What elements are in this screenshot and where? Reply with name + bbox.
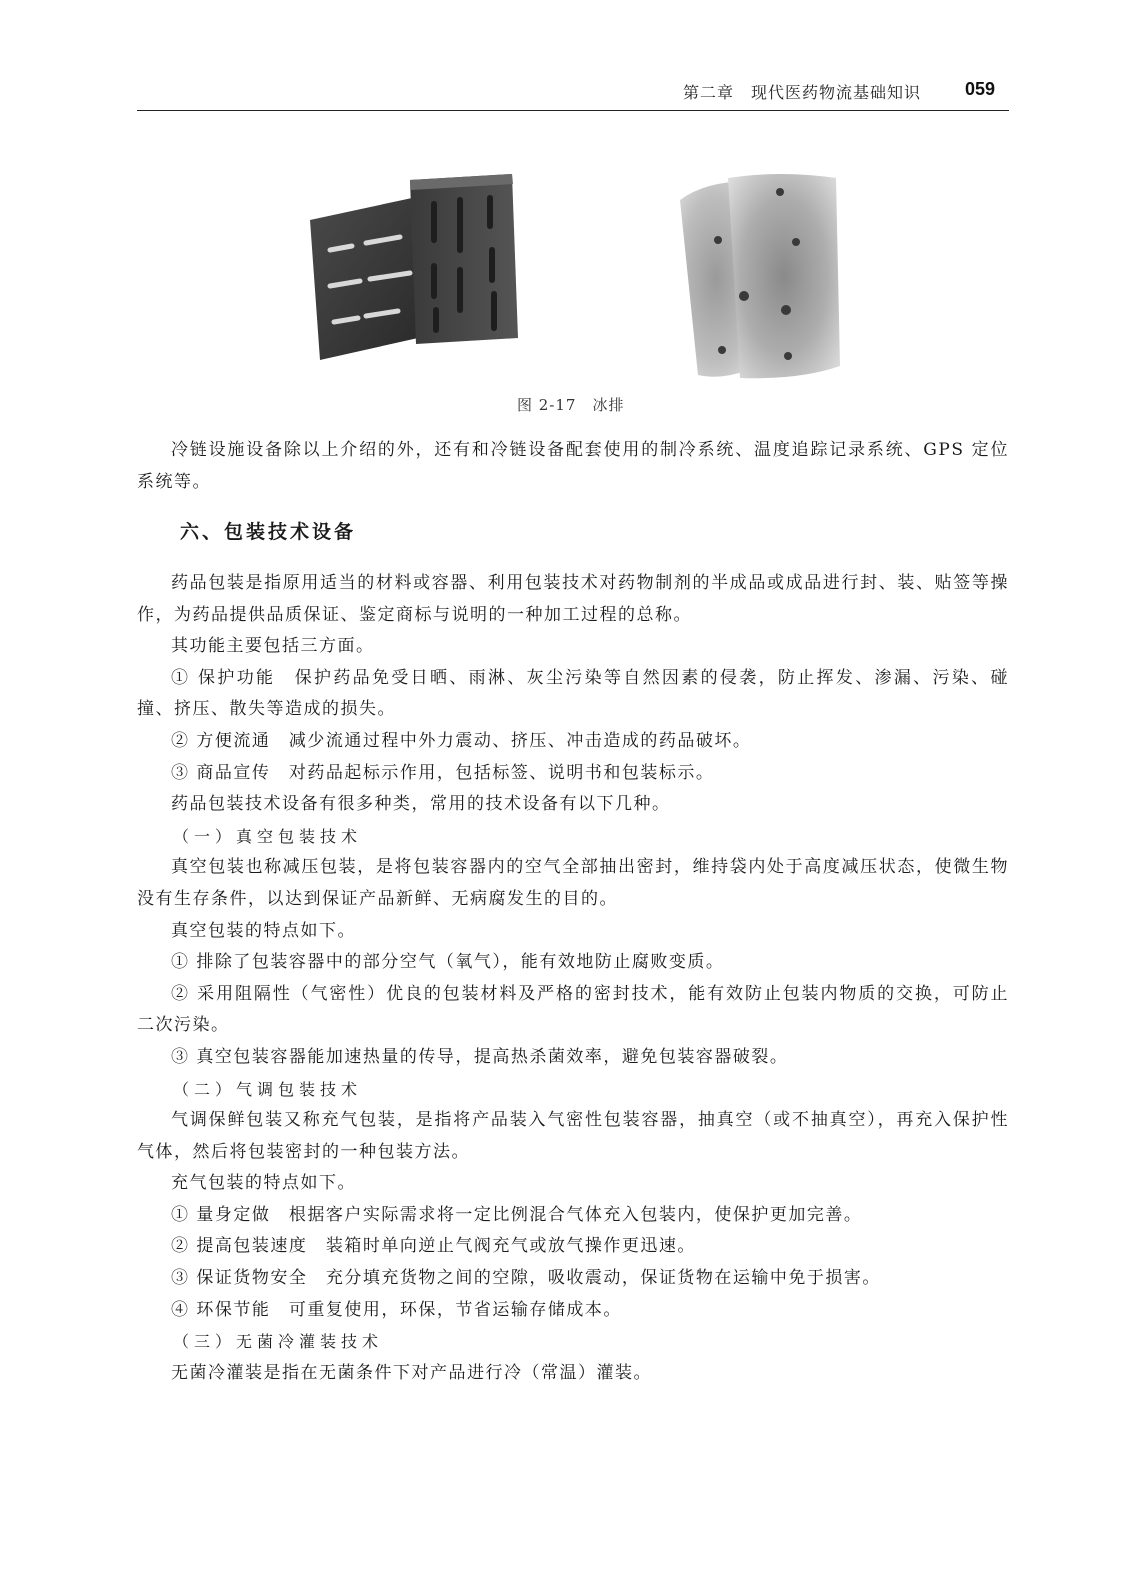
paragraph: ③ 真空包装容器能加速热量的传导，提高热杀菌效率，避免包装容器破裂。 [171,1046,789,1067]
paragraph: ① 保护功能 保护药品免受日晒、雨淋、灰尘污染等自然因素的侵袭，防止挥发、渗漏、污染、碰撞、挤压、散失等造成的损失。 [137,667,1009,720]
paragraph: ① 排除了包装容器中的部分空气（氧气），能有效地防止腐败变质。 [171,952,725,973]
paragraph: ① 量身定做 根据客户实际需求将一定比例混合气体充入包装内，使保护更加完善。 [171,1204,863,1225]
section-title: 六、包装技术设备 [180,521,357,543]
paragraph: ④ 环保节能 可重复使用，环保，节省运输存储成本。 [171,1299,622,1320]
paragraph: 其功能主要包括三方面。 [171,636,375,657]
paragraph: ② 方便流通 减少流通过程中外力震动、挤压、冲击造成的药品破坏。 [171,730,752,751]
chapter-title: 第二章 现代医药物流基础知识 [682,83,921,102]
intro-paragraph: 冷链设施设备除以上介绍的外，还有和冷链设备配套使用的制冷系统、温度追踪记录系统、GPS 定位系统等。 [137,440,1009,492]
paragraph: 气调保鲜包装又称充气包装，是指将产品装入气密性包装容器，抽真空（或不抽真空），再充入保护性气体，然后将包装密封的一种包装方法。 [137,1110,1009,1162]
page-number: 059 [964,79,995,99]
ice-pack-figure [300,170,860,385]
paragraph: 真空包装的特点如下。 [171,920,356,941]
light-ice-pack-image [670,170,860,385]
paragraph: 充气包装的特点如下。 [171,1173,356,1194]
subsection-title-aseptic: （三）无菌冷灌装技术 [173,1332,384,1352]
figure-caption: 图 2-17 冰排 [517,396,625,414]
paragraph: ③ 商品宣传 对药品起标示作用，包括标签、说明书和包装标示。 [171,762,715,783]
paragraph: 真空包装也称减压包装，是将包装容器内的空气全部抽出密封，维持袋内处于高度减压状态，使微生物没有生存条件，以达到保证产品新鲜、无病腐发生的目的。 [137,857,1009,909]
paragraph: 药品包装是指原用适当的材料或容器、利用包装技术对药物制剂的半成品或成品进行封、装、贴签等操作，为药品提供品质保证、鉴定商标与说明的一种加工过程的总称。 [137,573,1009,625]
dark-ice-pack-image [300,170,530,385]
paragraph: ② 采用阻隔性（气密性）优良的包装材料及严格的密封技术，能有效防止包装内物质的交换，可防止二次污染。 [137,983,1009,1036]
paragraph: 无菌冷灌装是指在无菌条件下对产品进行冷（常温）灌装。 [171,1362,652,1383]
main-body [137,568,1009,1389]
paragraph: 药品包装技术设备有很多种类，常用的技术设备有以下几种。 [171,794,671,815]
page-header [137,78,1009,111]
subsection-title-map: （二）气调包装技术 [173,1079,363,1099]
paragraph: ② 提高包装速度 装箱时单向逆止气阀充气或放气操作更迅速。 [171,1236,696,1257]
subsection-title-vacuum: （一）真空包装技术 [173,826,363,846]
paragraph: ③ 保证货物安全 充分填充货物之间的空隙，吸收震动，保证货物在运输中免于损害。 [171,1268,881,1289]
intro-block [137,435,1009,498]
